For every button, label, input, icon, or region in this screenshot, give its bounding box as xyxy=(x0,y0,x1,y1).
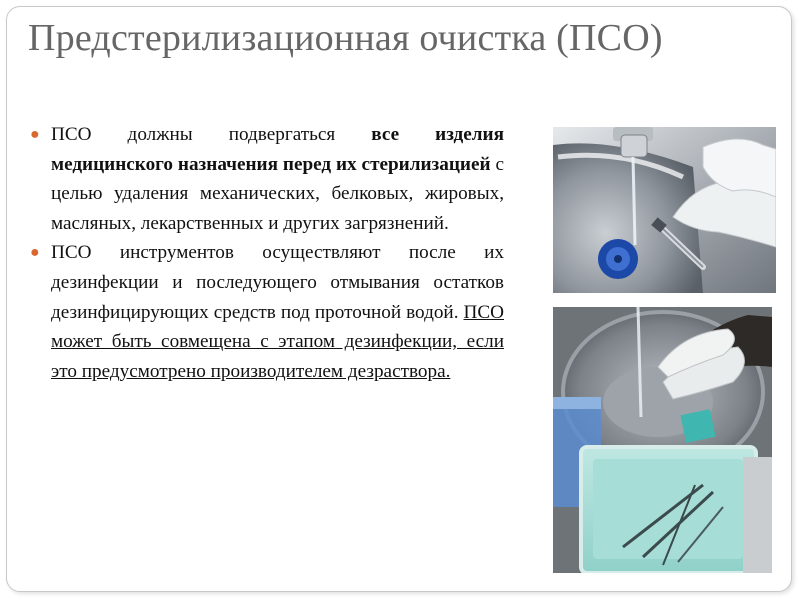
photo-sink-brushing-instrument xyxy=(553,127,776,293)
bullet-list xyxy=(26,120,504,386)
bullet-1-text-a: ПСО должны подвергаться xyxy=(51,124,372,145)
bullet-1-text-bold: все изделия медицинского назначения перед их стерилизацией xyxy=(51,124,504,175)
bullet-item-1 xyxy=(26,120,504,238)
bullet-item-2 xyxy=(26,238,504,386)
bullet-marker: ● xyxy=(30,126,40,143)
bullet-2-text-a: ПСО инструментов осуществляют после их дезинфекции и последующего отмывания остатков дезинфицирующих средств под проточной водой. xyxy=(51,242,504,323)
bullet-1-text-c: с целью удаления механических, белковых, жировых, масляных, лекарственных и других загрязнений. xyxy=(51,153,504,234)
bullet-2-text-underlined: ПСО может быть совмещена с этапом дезинфекции, если это предусмотрено производителем дезраствора. xyxy=(51,301,504,382)
slide-title: Предстерилизационная очистка (ПСО) xyxy=(28,17,663,59)
photo-washing-instruments-tray xyxy=(553,307,772,573)
bullet-marker: ● xyxy=(30,244,40,262)
